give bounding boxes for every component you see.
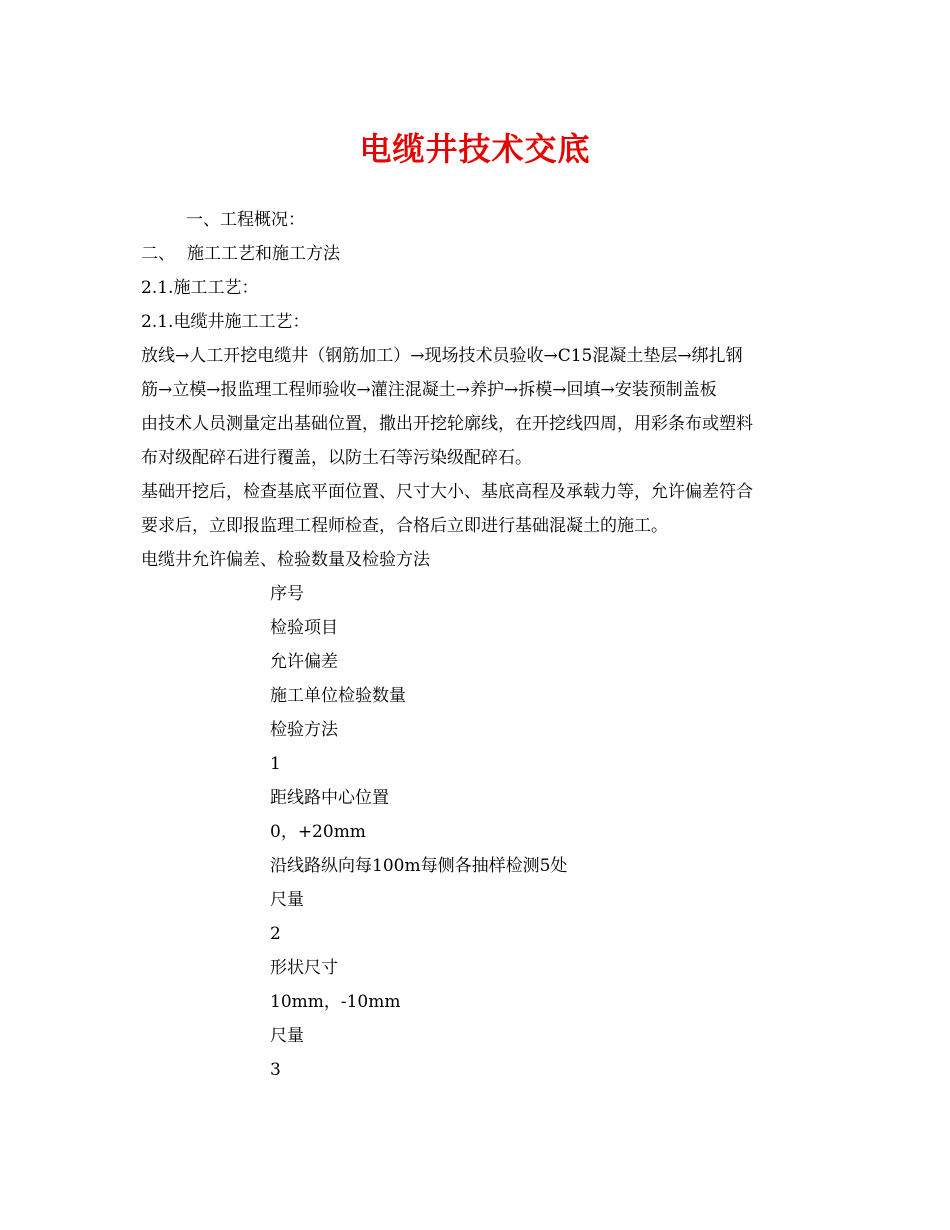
table-cell: 3 [270,1060,281,1080]
paragraph-line: 基础开挖后，检查基底平面位置、尺寸大小、基底高程及承载力等，允许偏差符合 [141,482,753,502]
section-cable-process-heading: 2.1.电缆井施工工艺： [141,312,310,332]
document-body [141,203,813,1087]
document-title: 电缆井技术交底 [359,130,591,168]
table-cell: 沿线路纵向每100m每侧各抽样检测5处 [270,856,568,876]
table-cell: 10mm，-10mm [270,992,401,1012]
section-overview: 一、工程概况： [186,210,305,230]
table-cell: 2 [270,924,281,944]
table-cell: 尺量 [270,890,304,910]
paragraph-line: 放线→人工开挖电缆井（钢筋加工）→现场技术员验收→C15混凝土垫层→绑扎钢 [141,346,743,366]
table-cell: 尺量 [270,1026,304,1046]
table-header-cell: 施工单位检验数量 [270,686,406,706]
table-header-cell: 检验方法 [270,720,338,740]
paragraph-line: 由技术人员测量定出基础位置，撒出开挖轮廓线，在开挖线四周，用彩条布或塑料 [141,414,753,434]
table-header-cell: 允许偏差 [270,652,338,672]
paragraph-line: 布对级配碎石进行覆盖，以防土石等污染级配碎石。 [141,448,532,468]
table-cell: 形状尺寸 [270,958,338,978]
section-method-number: 二、 [141,244,175,264]
section-method [141,237,813,271]
table-header-cell: 检验项目 [270,618,338,638]
paragraph-line: 要求后，立即报监理工程师检查，合格后立即进行基础混凝土的施工。 [141,516,668,536]
section-method-title: 施工工艺和施工方法 [187,244,340,264]
table-caption: 电缆井允许偏差、检验数量及检验方法 [141,550,430,570]
section-process-heading: 2.1.施工工艺： [141,278,259,298]
table-header-cell: 序号 [270,584,304,604]
table-cell: 0，+20mm [270,822,366,842]
table-cell: 距线路中心位置 [270,788,389,808]
paragraph-line: 筋→立模→报监理工程师验收→灌注混凝土→养护→拆模→回填→安装预制盖板 [141,380,717,400]
table-cell: 1 [270,754,281,774]
